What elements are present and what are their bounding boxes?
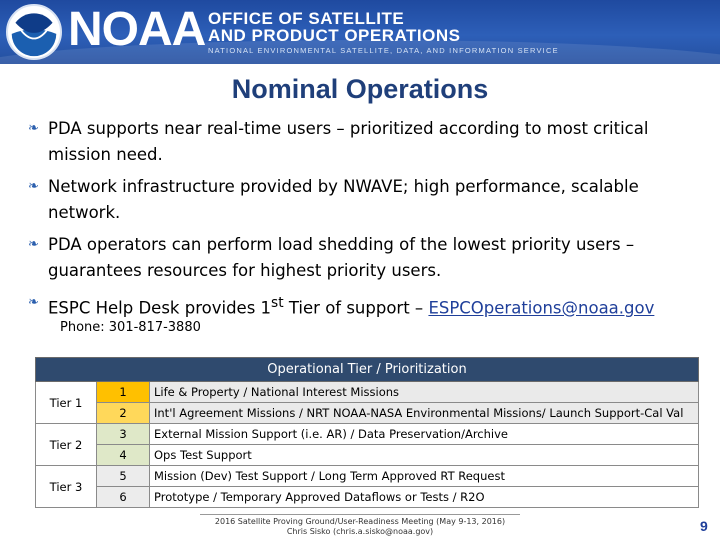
noaa-wordmark: NOAA <box>68 3 206 56</box>
header-banner <box>0 0 720 64</box>
page-number: 9 <box>700 518 708 534</box>
bullet-text: Network infrastructure provided by NWAVE; high performance, scalable network. <box>48 177 639 222</box>
bullet-item <box>28 174 708 226</box>
tier-label: Tier 3 <box>36 466 97 508</box>
priority-number: 3 <box>97 424 150 445</box>
office-title-line2: AND PRODUCT OPERATIONS <box>208 26 461 45</box>
bullet-marker-icon: ❧ <box>28 237 39 252</box>
tier-priority-table <box>35 357 699 508</box>
slide-footer <box>200 514 520 537</box>
bullet-text: PDA supports near real-time users – prioritized according to most critical mission need. <box>48 119 649 164</box>
table-row <box>36 403 699 424</box>
priority-description: Ops Test Support <box>150 445 699 466</box>
bullet-text: ESPC Help Desk provides 1 <box>48 298 272 318</box>
tier-label: Tier 1 <box>36 382 97 424</box>
phone-number: Phone: 301-817-3880 <box>60 320 201 335</box>
priority-number: 1 <box>97 382 150 403</box>
tier-label: Tier 2 <box>36 424 97 466</box>
priority-number: 4 <box>97 445 150 466</box>
ordinal-suffix: st <box>271 295 284 311</box>
table-row <box>36 382 699 403</box>
bullet-item <box>28 290 708 322</box>
slide-title: Nominal Operations <box>231 74 489 104</box>
bullet-item <box>28 232 708 284</box>
table-row <box>36 487 699 508</box>
noaa-logo-icon <box>6 4 62 60</box>
priority-description: External Mission Support (i.e. AR) / Data Preservation/Archive <box>150 424 699 445</box>
bullet-list <box>28 116 708 328</box>
office-title-line1: OFFICE OF SATELLITE <box>208 9 405 28</box>
bullet-text: Tier of support – <box>283 298 429 318</box>
bullet-item <box>28 116 708 168</box>
table-row <box>36 424 699 445</box>
bullet-text: PDA operators can perform load shedding of the lowest priority users – guarantees resources for highest priority users. <box>48 235 635 280</box>
bullet-marker-icon: ❧ <box>28 121 39 136</box>
office-subtitle: NATIONAL ENVIRONMENTAL SATELLITE, DATA, AND INFORMATION SERVICE <box>208 46 559 55</box>
footer-author: Chris Sisko (chris.a.sisko@noaa.gov) <box>286 527 434 536</box>
priority-number: 2 <box>97 403 150 424</box>
bullet-marker-icon: ❧ <box>28 179 39 194</box>
table-row <box>36 466 699 487</box>
bullet-marker-icon: ❧ <box>28 295 39 310</box>
priority-number: 6 <box>97 487 150 508</box>
priority-description: Mission (Dev) Test Support / Long Term Approved RT Request <box>150 466 699 487</box>
table-header: Operational Tier / Prioritization <box>36 358 699 382</box>
priority-description: Int'l Agreement Missions / NRT NOAA-NASA Environmental Missions/ Launch Support-Cal Val <box>150 403 699 424</box>
priority-number: 5 <box>97 466 150 487</box>
help-desk-email-link[interactable]: ESPCOperations@noaa.gov <box>428 298 655 318</box>
footer-meeting: 2016 Satellite Proving Ground/User-Readiness Meeting (May 9-13, 2016) <box>214 517 506 526</box>
priority-description: Life & Property / National Interest Missions <box>150 382 699 403</box>
table-row <box>36 445 699 466</box>
priority-description: Prototype / Temporary Approved Dataflows or Tests / R2O <box>150 487 699 508</box>
